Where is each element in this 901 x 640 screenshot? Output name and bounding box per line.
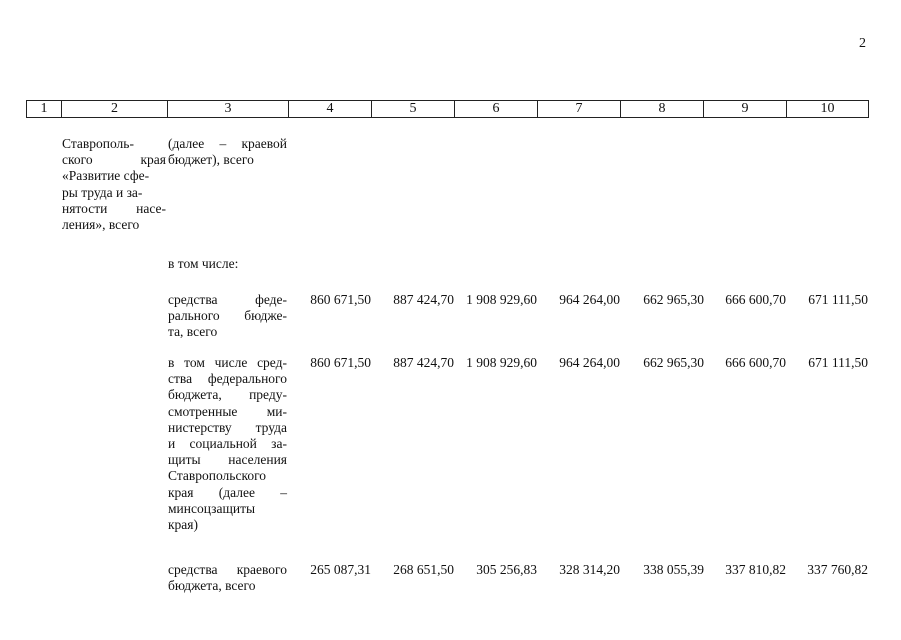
funding-source-cell (168, 562, 287, 594)
column-number: 9 (704, 101, 787, 118)
amount-cell: 666 600,70 (725, 355, 786, 370)
amount-cell: 337 760,82 (807, 562, 868, 577)
amount-cell: 662 965,30 (643, 355, 704, 370)
text-line: ры труда и за- (62, 184, 143, 200)
amount-cell: 338 055,39 (643, 562, 704, 577)
text-line: рального бюдже- (168, 308, 287, 324)
amount-cell: 1 908 929,60 (466, 292, 537, 307)
amount-cell: 268 651,50 (393, 562, 454, 577)
text-line: в том числе сред- (168, 355, 287, 370)
amount-cell: 328 314,20 (559, 562, 620, 577)
amount-cell: 305 256,83 (476, 562, 537, 577)
column-number: 5 (372, 101, 455, 118)
text-line: нистерству труда (168, 419, 287, 435)
amount-cell: 860 671,50 (310, 355, 371, 370)
funding-source-cell (168, 136, 287, 168)
amount-cell: 1 908 929,60 (466, 355, 537, 370)
amount-cell: 265 087,31 (310, 562, 371, 577)
text-line: (далее – краевой (168, 136, 287, 151)
text-line: бюджет), всего (168, 152, 254, 168)
amount-cell: 860 671,50 (310, 292, 371, 307)
text-line: бюджета, преду- (168, 387, 287, 403)
text-line: и социальной за- (168, 436, 287, 452)
amount-cell: 964 264,00 (559, 292, 620, 307)
funding-source-cell (168, 256, 287, 272)
funding-source-cell (168, 292, 287, 341)
text-line: края) (168, 517, 199, 533)
page-number: 2 (859, 36, 866, 51)
amount-cell: 662 965,30 (643, 292, 704, 307)
text-line: средства краевого (168, 562, 287, 577)
column-number: 7 (538, 101, 621, 118)
amount-cell: 671 111,50 (808, 292, 868, 307)
column-number: 4 (289, 101, 372, 118)
column-number: 3 (168, 101, 289, 118)
column-number: 2 (62, 101, 168, 118)
text-line: ления», всего (62, 217, 140, 233)
column-number: 1 (27, 101, 62, 118)
column-number: 8 (621, 101, 704, 118)
amount-cell: 671 111,50 (808, 355, 868, 370)
amount-cell: 887 424,70 (393, 292, 454, 307)
program-name-cell (62, 136, 166, 233)
amount-cell: 887 424,70 (393, 355, 454, 370)
text-line: смотренные ми- (168, 403, 287, 419)
text-line: ского края (62, 152, 166, 168)
column-number-header (26, 100, 869, 118)
text-line: нятости насе- (62, 200, 166, 216)
funding-source-cell (168, 355, 287, 533)
text-line: та, всего (168, 324, 218, 340)
text-line: края (далее – (168, 484, 287, 500)
text-line: минсоцзащиты (168, 500, 256, 516)
text-line: ства федерального (168, 371, 287, 387)
column-number: 10 (787, 101, 869, 118)
text-line: щиты населения (168, 452, 287, 468)
text-line: средства феде- (168, 292, 287, 307)
amount-cell: 666 600,70 (725, 292, 786, 307)
column-number: 6 (455, 101, 538, 118)
text-line: бюджета, всего (168, 578, 256, 594)
amount-cell: 337 810,82 (725, 562, 786, 577)
text-line: в том числе: (168, 256, 239, 271)
text-line: «Развитие сфе- (62, 168, 150, 184)
amount-cell: 964 264,00 (559, 355, 620, 370)
text-line: Ставрополь- (62, 136, 134, 151)
text-line: Ставропольского (168, 468, 267, 484)
